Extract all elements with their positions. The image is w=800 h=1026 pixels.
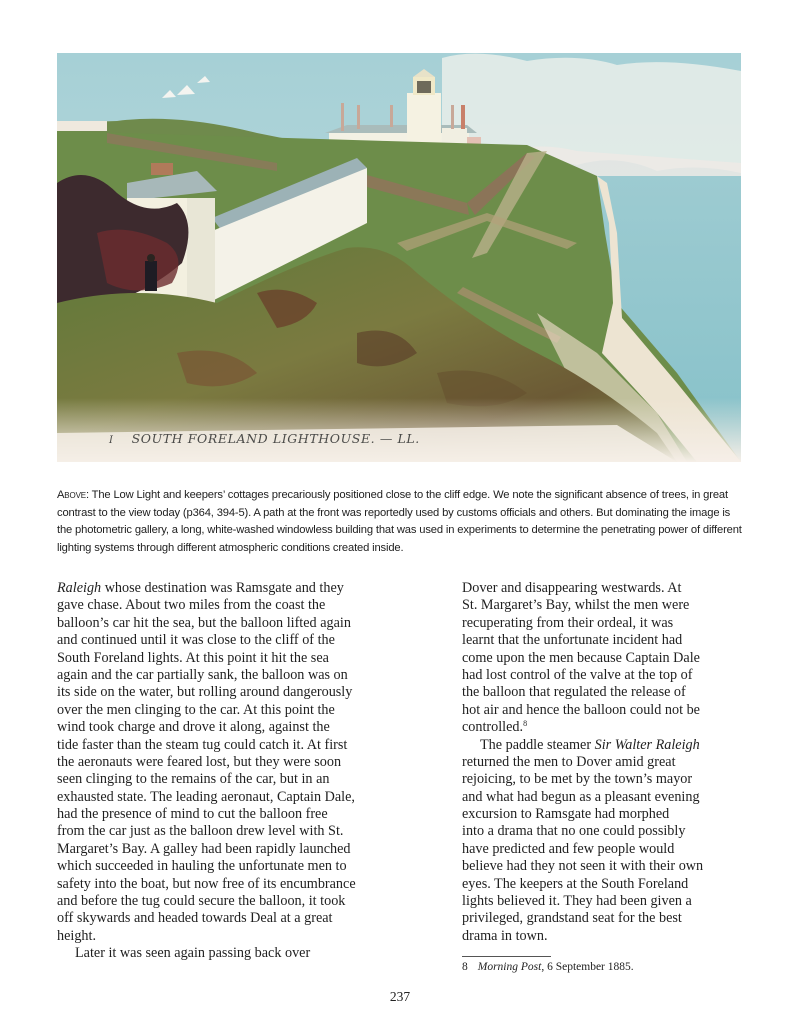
text-line: Raleigh whose destination was Ramsgate and they xyxy=(57,580,344,596)
postcard-number: I xyxy=(109,435,114,446)
page-number: 237 xyxy=(389,989,411,1004)
text-line: Later it was seen again passing back over xyxy=(75,945,311,962)
footnote xyxy=(462,961,634,973)
footnote-reference: 8 xyxy=(523,719,528,729)
text-line: Margaret’s Bay. A galley had been rapidly launched xyxy=(57,840,351,857)
text-line: and before the tug could secure the balloon, it took xyxy=(57,893,346,910)
text-line: eyes. The keepers at the South Foreland xyxy=(462,875,689,892)
text-line: have predicted and few people would xyxy=(462,840,675,857)
text-line: the aeronauts were feared lost, but they were soon xyxy=(57,753,342,770)
text-line: into a drama that no one could possibly xyxy=(462,823,686,840)
text-line: lights believed it. They had been given a xyxy=(462,893,692,910)
text-line: The paddle steamer Sir Walter Raleigh xyxy=(480,736,700,753)
postcard-title: SOUTH FORELAND LIGHTHOUSE. — LL. xyxy=(131,431,420,446)
text-line: come upon the men because Captain Dale xyxy=(462,649,700,666)
text-line: height. xyxy=(57,927,97,944)
text-line: balloon’s car hit the sea, but the balloon lifted again xyxy=(57,614,351,631)
text-line: had lost control of the valve at the top of xyxy=(462,666,693,683)
footnote-source: Morning Post xyxy=(477,961,542,973)
text-line: drama in town. xyxy=(462,927,548,944)
text-line: and continued until it was close to the cliff of the xyxy=(57,632,335,649)
text-line: again and the car partially sank, the balloon was on xyxy=(57,666,348,683)
text-line: and what had begun as a pleasant evening xyxy=(462,788,700,805)
postcard-illustration xyxy=(57,53,741,462)
text-line: hot air and hence the balloon could not be xyxy=(462,701,700,718)
text-line: controlled.$^8$ xyxy=(462,719,528,736)
text-line: South Foreland lights. At this point it hit the sea xyxy=(57,649,329,666)
text-line: believe had they not seen it with their own xyxy=(462,858,704,875)
text-line: exhausted state. The leading aeronaut, Captain Dale, xyxy=(57,788,355,805)
footnote-number: 8 xyxy=(462,961,468,973)
caption-lead: Above: xyxy=(57,489,89,501)
caption-text: The Low Light and keepers’ cottages precariously positioned close to the cliff edge. We note the significant absence of trees, in great contrast to the view today (p364, 394-5). A path at the front was reportedly used by customs officials and others. But dominating the image is the photometric gallery, a long, white-washed windowless building that was used in experiments to determine the penetrating power of different lighting systems through different atmospheric conditions created inside. xyxy=(57,489,742,554)
body-column-left xyxy=(57,580,402,963)
footnote-detail: , 6 September 1885. xyxy=(541,961,634,973)
text-line: St. Margaret’s Bay, whilst the men were xyxy=(462,597,690,614)
text-line: safety into the boat, but now free of its encumbrance xyxy=(57,875,356,892)
text-line: privileged, grandstand seat for the best xyxy=(462,910,682,927)
text-line: over the men clinging to the car. At this point the xyxy=(57,701,335,718)
text-line: gave chase. About two miles from the coast the xyxy=(57,597,326,614)
text-line: recuperating from their ordeal, it was xyxy=(462,614,674,631)
figure-caption xyxy=(57,487,747,557)
text-line: which succeeded in hauling the unfortunate men to xyxy=(57,858,347,875)
text-line: returned the men to Dover amid great xyxy=(462,753,676,770)
text-line: wind took charge and drove it along, against the xyxy=(57,719,330,736)
text-line: learnt that the unfortunate incident had xyxy=(462,632,683,649)
postcard-printed-title xyxy=(109,431,420,446)
text-line: Dover and disappearing westwards. At xyxy=(462,580,682,596)
text-line: had the presence of mind to cut the balloon free xyxy=(57,806,328,823)
text-line: rejoicing, to be met by the town’s mayor xyxy=(462,771,693,788)
lighthouse-landscape-image xyxy=(57,53,741,462)
body-column-right xyxy=(462,580,757,945)
text-line: tide faster than the steam tug could catch it. At first xyxy=(57,736,348,753)
text-line: excursion to Ramsgate had morphed xyxy=(462,806,670,823)
footnote-divider xyxy=(462,956,551,957)
text-line: its side on the water, but rolling around dangerously xyxy=(57,684,353,701)
text-line: the balloon that regulated the release of xyxy=(462,684,686,701)
text-line: from the car just as the balloon drew level with St. xyxy=(57,823,344,840)
text-line: seen clinging to the remains of the car, but in an xyxy=(57,771,330,788)
text-line: off skywards and headed towards Deal at a great xyxy=(57,910,333,927)
